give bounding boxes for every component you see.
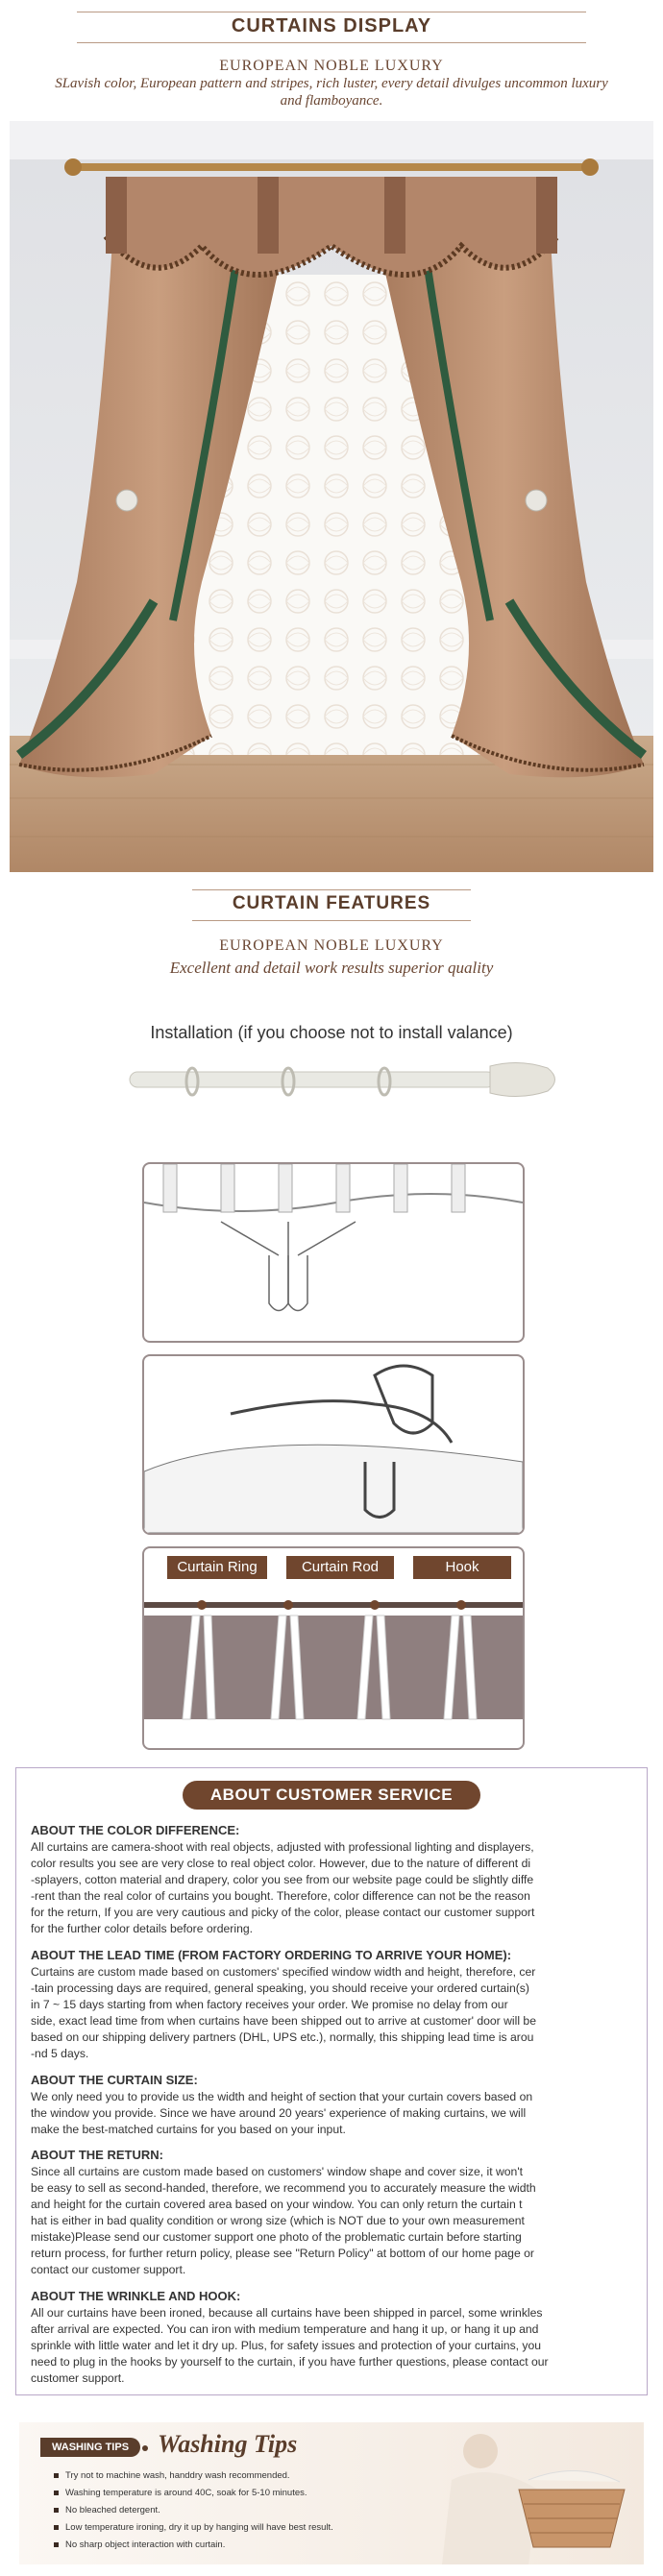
features-rule (192, 920, 471, 921)
color-difference-text: All curtains are camera-shoot with real objects, adjusted with professional lighting and displayers, color results you see are very close to real object color. However, due to the nature of different di -splayers, cotton material and drapery, color you see from our website page could be slightly diffe -rent than the real color of curtains you bought. Therefore, color difference can not be the reason for the return, If you are very cautious and picky of the color, please contact our customer support for the further color details before ordering. (31, 1840, 535, 1935)
display-description: SLavish color, European pattern and stripes, rich luster, every detail divulges uncommon luxury and flamboyance. (55, 76, 608, 109)
features-title: CURTAIN FEATURES (232, 893, 431, 913)
washing-tip: Low temperature ironing, dry it up by hanging will have best result. (65, 2522, 333, 2533)
washing-tips-badge: WASHING TIPS (40, 2438, 140, 2457)
customer-service-badge: ABOUT CUSTOMER SERVICE (183, 1781, 480, 1810)
washing-tips-script-title: Washing Tips (158, 2430, 298, 2458)
features-rule-top (192, 889, 471, 890)
hook-illustration (144, 1356, 523, 1533)
curtain-photo (10, 121, 653, 872)
label-hook: Hook (413, 1556, 511, 1579)
hanging-illustration (144, 1587, 523, 1748)
display-title: CURTAINS DISPLAY (231, 15, 432, 36)
washing-tips-panel (19, 2422, 644, 2564)
washing-tip: Try not to machine wash, handdry wash recommended. (65, 2470, 290, 2481)
pleat-diagram (142, 1162, 525, 1343)
label-curtain-ring: Curtain Ring (167, 1556, 267, 1579)
features-subheading: Excellent and detail work results superior quality (169, 959, 494, 977)
washing-tip: No sharp object interaction with curtain. (65, 2540, 226, 2550)
curtain-illustration (10, 121, 653, 872)
display-rule (77, 42, 586, 43)
return-text: Since all curtains are custom made based on customers' window shape and cover size, it won't be easy to sell as second-handed, therefore, we recommend you to accurately measure the width and height for the curtain covered area based on your window. You can only return the curtain t hat is either in bad quality condition or wrong size (which is NOT due to your own measurement mistake)Please send our customer support one photo of the problematic curtain before starting return process, for further return policy, please see "Return Policy" at bottom of our home page or contact our customer support. (31, 2165, 536, 2276)
features-heading: EUROPEAN NOBLE LUXURY (219, 937, 444, 954)
laundry-basket-illustration (432, 2422, 644, 2564)
hanging-diagram (142, 1546, 525, 1750)
curtain-size-text: We only need you to provide us the width and height of section that your curtain covers based on the window you provide. Since we have around 20 years' experience of making curtains, we will make the best-matched curtains for you based on your input. (31, 2090, 533, 2136)
color-difference-heading: ABOUT THE COLOR DIFFERENCE: (31, 1823, 240, 1837)
curtain-rod-illustration (125, 1055, 567, 1112)
return-heading: ABOUT THE RETURN: (31, 2148, 163, 2162)
curtain-size-heading: ABOUT THE CURTAIN SIZE: (31, 2073, 198, 2087)
washing-tip: No bleached detergent. (65, 2505, 160, 2515)
washing-tip: Washing temperature is around 40C, soak for 5-10 minutes. (65, 2488, 307, 2498)
label-curtain-rod: Curtain Rod (286, 1556, 394, 1579)
lead-time-heading: ABOUT THE LEAD TIME (FROM FACTORY ORDERING TO ARRIVE YOUR HOME): (31, 1948, 512, 1962)
wrinkle-hook-heading: ABOUT THE WRINKLE AND HOOK: (31, 2289, 241, 2303)
badge-dot-icon (142, 2445, 148, 2451)
lead-time-text: Curtains are custom made based on customers' specified window width and height, therefore, cer -tain processing days are required, general speaking, you should receive your ordered curtain(s) in 7 ~ 15 days starting from when factory receives your order. We promise no delay from our side, exact lead time from when curtains have been shipped out to arrive at customer' door will be based on our shipping delivery partners (DHL, UPS etc.), normally, this shipping lead time is arou -nd 5 days. (31, 1965, 536, 2060)
pleat-illustration (144, 1164, 523, 1341)
hook-diagram (142, 1354, 525, 1535)
installation-caption: Installation (if you choose not to install valance) (150, 1023, 513, 1042)
display-heading: EUROPEAN NOBLE LUXURY (219, 58, 444, 74)
wrinkle-hook-text: All our curtains have been ironed, because all curtains have been shipped in parcel, some wrinkles after arrival are expected. You can iron with medium temperature and hang it up, or hang it up and sprinkle with little water and let it dry up. Plus, for safety issues and protection of your curtains, you need to plug in the hooks by yourself to the curtain, if you have further questions, please contact our customer support. (31, 2306, 549, 2385)
